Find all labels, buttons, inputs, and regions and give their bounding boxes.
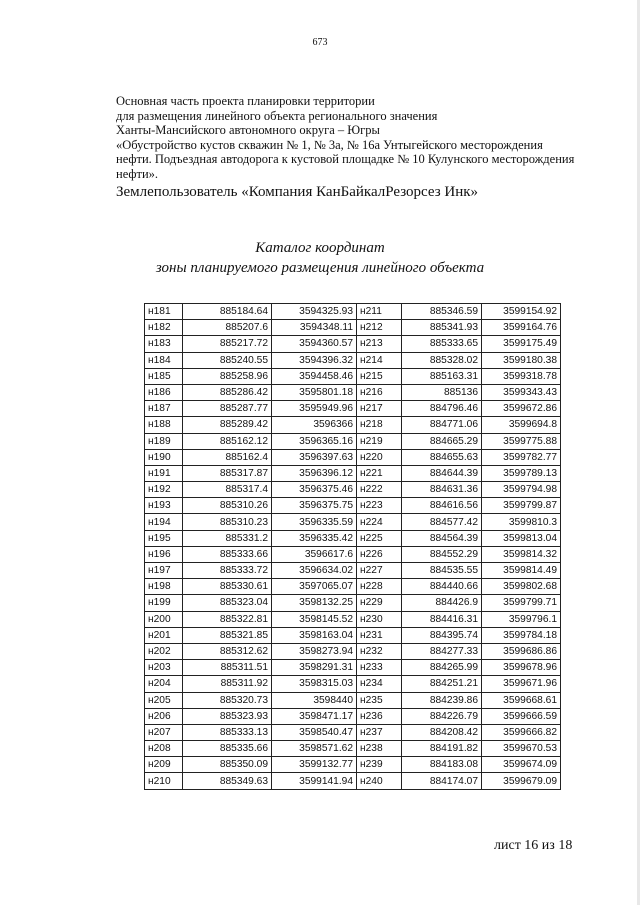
x-coordinate-cell: 884564.39 <box>402 530 482 546</box>
y-coordinate-cell: 3599666.59 <box>482 708 561 724</box>
point-id-cell: н196 <box>145 546 183 562</box>
y-coordinate-cell: 3598571.62 <box>272 741 357 757</box>
catalog-title <box>0 238 640 278</box>
y-coordinate-cell: 3599789.13 <box>482 465 561 481</box>
y-coordinate-cell: 3599154.92 <box>482 304 561 320</box>
header-line: для размещения линейного объекта регионального значения <box>116 108 438 123</box>
point-id-cell: н191 <box>145 465 183 481</box>
y-coordinate-cell: 3599813.04 <box>482 530 561 546</box>
point-id-cell: н224 <box>357 514 402 530</box>
y-coordinate-cell: 3599668.61 <box>482 692 561 708</box>
table-row <box>145 595 561 611</box>
x-coordinate-cell: 885335.66 <box>183 741 272 757</box>
y-coordinate-cell: 3596396.12 <box>272 465 357 481</box>
x-coordinate-cell: 884577.42 <box>402 514 482 530</box>
x-coordinate-cell: 885323.93 <box>183 708 272 724</box>
table-row <box>145 692 561 708</box>
y-coordinate-cell: 3596634.02 <box>272 563 357 579</box>
table-row <box>145 320 561 336</box>
x-coordinate-cell: 885311.51 <box>183 660 272 676</box>
y-coordinate-cell: 3596365.16 <box>272 433 357 449</box>
x-coordinate-cell: 885333.65 <box>402 336 482 352</box>
point-id-cell: н208 <box>145 741 183 757</box>
x-coordinate-cell: 884665.29 <box>402 433 482 449</box>
x-coordinate-cell: 884535.55 <box>402 563 482 579</box>
y-coordinate-cell: 3599674.09 <box>482 757 561 773</box>
table-row <box>145 611 561 627</box>
point-id-cell: н202 <box>145 643 183 659</box>
point-id-cell: н209 <box>145 757 183 773</box>
x-coordinate-cell: 884644.39 <box>402 465 482 481</box>
x-coordinate-cell: 884395.74 <box>402 627 482 643</box>
x-coordinate-cell: 885310.23 <box>183 514 272 530</box>
y-coordinate-cell: 3599343.43 <box>482 384 561 400</box>
y-coordinate-cell: 3599141.94 <box>272 773 357 789</box>
y-coordinate-cell: 3599132.77 <box>272 757 357 773</box>
point-id-cell: н232 <box>357 643 402 659</box>
y-coordinate-cell: 3599318.78 <box>482 368 561 384</box>
x-coordinate-cell: 885349.63 <box>183 773 272 789</box>
y-coordinate-cell: 3599175.49 <box>482 336 561 352</box>
point-id-cell: н181 <box>145 304 183 320</box>
x-coordinate-cell: 885333.13 <box>183 724 272 740</box>
x-coordinate-cell: 885258.96 <box>183 368 272 384</box>
point-id-cell: н217 <box>357 401 402 417</box>
y-coordinate-cell: 3598163.04 <box>272 627 357 643</box>
point-id-cell: н212 <box>357 320 402 336</box>
y-coordinate-cell: 3599796.1 <box>482 611 561 627</box>
table-row <box>145 757 561 773</box>
point-id-cell: н206 <box>145 708 183 724</box>
y-coordinate-cell: 3595949.96 <box>272 401 357 417</box>
y-coordinate-cell: 3596335.59 <box>272 514 357 530</box>
point-id-cell: н218 <box>357 417 402 433</box>
sheet-counter: лист 16 из 18 <box>494 838 573 853</box>
point-id-cell: н225 <box>357 530 402 546</box>
y-coordinate-cell: 3599671.96 <box>482 676 561 692</box>
y-coordinate-cell: 3599670.53 <box>482 741 561 757</box>
y-coordinate-cell: 3598132.25 <box>272 595 357 611</box>
header-line: Ханты-Мансийского автономного округа – Югры <box>116 123 380 137</box>
x-coordinate-cell: 884771.06 <box>402 417 482 433</box>
table-row <box>145 530 561 546</box>
table-row <box>145 352 561 368</box>
x-coordinate-cell: 885322.81 <box>183 611 272 627</box>
y-coordinate-cell: 3598440 <box>272 692 357 708</box>
table-row <box>145 643 561 659</box>
y-coordinate-cell: 3594325.93 <box>272 304 357 320</box>
table-row <box>145 449 561 465</box>
point-id-cell: н199 <box>145 595 183 611</box>
page-number: 673 <box>312 37 328 48</box>
point-id-cell: н189 <box>145 433 183 449</box>
point-id-cell: н216 <box>357 384 402 400</box>
point-id-cell: н239 <box>357 757 402 773</box>
point-id-cell: н237 <box>357 724 402 740</box>
point-id-cell: н236 <box>357 708 402 724</box>
y-coordinate-cell: 3596375.75 <box>272 498 357 514</box>
x-coordinate-cell: 884183.08 <box>402 757 482 773</box>
x-coordinate-cell: 885287.77 <box>183 401 272 417</box>
y-coordinate-cell: 3599694.8 <box>482 417 561 433</box>
point-id-cell: н235 <box>357 692 402 708</box>
header-line: нефти. Подъездная автодорога к кустовой площадке № 10 Кулунского месторождения <box>116 152 575 166</box>
table-row <box>145 708 561 724</box>
point-id-cell: н210 <box>145 773 183 789</box>
point-id-cell: н213 <box>357 336 402 352</box>
y-coordinate-cell: 3597065.07 <box>272 579 357 595</box>
x-coordinate-cell: 885310.26 <box>183 498 272 514</box>
x-coordinate-cell: 884552.29 <box>402 546 482 562</box>
point-id-cell: н200 <box>145 611 183 627</box>
point-id-cell: н215 <box>357 368 402 384</box>
y-coordinate-cell: 3599802.68 <box>482 579 561 595</box>
table-row <box>145 417 561 433</box>
point-id-cell: н211 <box>357 304 402 320</box>
x-coordinate-cell: 885184.64 <box>183 304 272 320</box>
point-id-cell: н228 <box>357 579 402 595</box>
point-id-cell: н198 <box>145 579 183 595</box>
point-id-cell: н227 <box>357 563 402 579</box>
table-row <box>145 627 561 643</box>
x-coordinate-cell: 885163.31 <box>402 368 482 384</box>
header-line: нефти». <box>116 166 159 181</box>
point-id-cell: н193 <box>145 498 183 514</box>
x-coordinate-cell: 884191.82 <box>402 741 482 757</box>
y-coordinate-cell: 3594348.11 <box>272 320 357 336</box>
y-coordinate-cell: 3599686.86 <box>482 643 561 659</box>
point-id-cell: н238 <box>357 741 402 757</box>
point-id-cell: н187 <box>145 401 183 417</box>
x-coordinate-cell: 885320.73 <box>183 692 272 708</box>
x-coordinate-cell: 885217.72 <box>183 336 272 352</box>
x-coordinate-cell: 885330.61 <box>183 579 272 595</box>
point-id-cell: н233 <box>357 660 402 676</box>
y-coordinate-cell: 3599164.76 <box>482 320 561 336</box>
table-row <box>145 514 561 530</box>
point-id-cell: н182 <box>145 320 183 336</box>
y-coordinate-cell: 3599672.86 <box>482 401 561 417</box>
catalog-title-line1: Каталог координат <box>255 240 385 256</box>
y-coordinate-cell: 3596397.63 <box>272 449 357 465</box>
x-coordinate-cell: 885328.02 <box>402 352 482 368</box>
point-id-cell: н214 <box>357 352 402 368</box>
point-id-cell: н205 <box>145 692 183 708</box>
x-coordinate-cell: 885333.66 <box>183 546 272 562</box>
catalog-title-line2: зоны планируемого размещения линейного объекта <box>155 260 485 276</box>
point-id-cell: н231 <box>357 627 402 643</box>
x-coordinate-cell: 885317.4 <box>183 482 272 498</box>
x-coordinate-cell: 884631.36 <box>402 482 482 498</box>
y-coordinate-cell: 3599810.3 <box>482 514 561 530</box>
point-id-cell: н229 <box>357 595 402 611</box>
x-coordinate-cell: 885331.2 <box>183 530 272 546</box>
y-coordinate-cell: 3599666.82 <box>482 724 561 740</box>
point-id-cell: н204 <box>145 676 183 692</box>
point-id-cell: н221 <box>357 465 402 481</box>
point-id-cell: н219 <box>357 433 402 449</box>
y-coordinate-cell: 3599679.09 <box>482 773 561 789</box>
header-line: «Обустройство кустов скважин № 1, № 3а, № 16а Унтыгейского месторождения <box>116 137 543 152</box>
x-coordinate-cell: 885312.62 <box>183 643 272 659</box>
point-id-cell: н184 <box>145 352 183 368</box>
point-id-cell: н234 <box>357 676 402 692</box>
table-row <box>145 724 561 740</box>
table-row <box>145 401 561 417</box>
table-row <box>145 482 561 498</box>
table-row <box>145 563 561 579</box>
x-coordinate-cell: 884265.99 <box>402 660 482 676</box>
x-coordinate-cell: 885286.42 <box>183 384 272 400</box>
table-row <box>145 741 561 757</box>
y-coordinate-cell: 3594360.57 <box>272 336 357 352</box>
point-id-cell: н240 <box>357 773 402 789</box>
point-id-cell: н186 <box>145 384 183 400</box>
x-coordinate-cell: 885162.12 <box>183 433 272 449</box>
y-coordinate-cell: 3598145.52 <box>272 611 357 627</box>
point-id-cell: н207 <box>145 724 183 740</box>
x-coordinate-cell: 885333.72 <box>183 563 272 579</box>
x-coordinate-cell: 884239.86 <box>402 692 482 708</box>
x-coordinate-cell: 884440.66 <box>402 579 482 595</box>
x-coordinate-cell: 885289.42 <box>183 417 272 433</box>
y-coordinate-cell: 3596617.6 <box>272 546 357 562</box>
y-coordinate-cell: 3598273.94 <box>272 643 357 659</box>
x-coordinate-cell: 884655.63 <box>402 449 482 465</box>
y-coordinate-cell: 3599180.38 <box>482 352 561 368</box>
point-id-cell: н226 <box>357 546 402 562</box>
point-id-cell: н188 <box>145 417 183 433</box>
table-row <box>145 304 561 320</box>
coordinates-table <box>144 303 561 790</box>
y-coordinate-cell: 3599782.77 <box>482 449 561 465</box>
header-line: Основная часть проекта планировки территории <box>116 94 375 108</box>
x-coordinate-cell: 885240.55 <box>183 352 272 368</box>
y-coordinate-cell: 3599775.88 <box>482 433 561 449</box>
y-coordinate-cell: 3599784.18 <box>482 627 561 643</box>
y-coordinate-cell: 3595801.18 <box>272 384 357 400</box>
point-id-cell: н203 <box>145 660 183 676</box>
y-coordinate-cell: 3596375.46 <box>272 482 357 498</box>
x-coordinate-cell: 885321.85 <box>183 627 272 643</box>
x-coordinate-cell: 884426.9 <box>402 595 482 611</box>
table-row <box>145 368 561 384</box>
table-row <box>145 384 561 400</box>
table-row <box>145 773 561 789</box>
y-coordinate-cell: 3599799.71 <box>482 595 561 611</box>
x-coordinate-cell: 885207.6 <box>183 320 272 336</box>
x-coordinate-cell: 884616.56 <box>402 498 482 514</box>
point-id-cell: н190 <box>145 449 183 465</box>
x-coordinate-cell: 884416.31 <box>402 611 482 627</box>
coordinates-table-body <box>145 304 561 790</box>
y-coordinate-cell: 3599794.98 <box>482 482 561 498</box>
y-coordinate-cell: 3599814.32 <box>482 546 561 562</box>
x-coordinate-cell: 885341.93 <box>402 320 482 336</box>
y-coordinate-cell: 3594396.32 <box>272 352 357 368</box>
point-id-cell: н194 <box>145 514 183 530</box>
document-header <box>116 94 616 181</box>
y-coordinate-cell: 3594458.46 <box>272 368 357 384</box>
point-id-cell: н222 <box>357 482 402 498</box>
point-id-cell: н223 <box>357 498 402 514</box>
table-row <box>145 498 561 514</box>
y-coordinate-cell: 3598315.03 <box>272 676 357 692</box>
table-row <box>145 546 561 562</box>
x-coordinate-cell: 885317.87 <box>183 465 272 481</box>
point-id-cell: н183 <box>145 336 183 352</box>
table-row <box>145 579 561 595</box>
point-id-cell: н220 <box>357 449 402 465</box>
x-coordinate-cell: 884277.33 <box>402 643 482 659</box>
x-coordinate-cell: 885350.09 <box>183 757 272 773</box>
land-user: Землепользователь «Компания КанБайкалРезорсез Инк» <box>116 184 479 200</box>
y-coordinate-cell: 3596335.42 <box>272 530 357 546</box>
point-id-cell: н185 <box>145 368 183 384</box>
table-row <box>145 465 561 481</box>
table-row <box>145 676 561 692</box>
x-coordinate-cell: 885323.04 <box>183 595 272 611</box>
x-coordinate-cell: 884174.07 <box>402 773 482 789</box>
point-id-cell: н230 <box>357 611 402 627</box>
x-coordinate-cell: 885136 <box>402 384 482 400</box>
y-coordinate-cell: 3599814.49 <box>482 563 561 579</box>
table-row <box>145 336 561 352</box>
point-id-cell: н197 <box>145 563 183 579</box>
point-id-cell: н192 <box>145 482 183 498</box>
x-coordinate-cell: 884208.42 <box>402 724 482 740</box>
x-coordinate-cell: 885346.59 <box>402 304 482 320</box>
y-coordinate-cell: 3598471.17 <box>272 708 357 724</box>
table-row <box>145 660 561 676</box>
x-coordinate-cell: 884251.21 <box>402 676 482 692</box>
x-coordinate-cell: 885162.4 <box>183 449 272 465</box>
x-coordinate-cell: 884226.79 <box>402 708 482 724</box>
point-id-cell: н195 <box>145 530 183 546</box>
y-coordinate-cell: 3599799.87 <box>482 498 561 514</box>
y-coordinate-cell: 3599678.96 <box>482 660 561 676</box>
x-coordinate-cell: 884796.46 <box>402 401 482 417</box>
y-coordinate-cell: 3598291.31 <box>272 660 357 676</box>
point-id-cell: н201 <box>145 627 183 643</box>
x-coordinate-cell: 885311.92 <box>183 676 272 692</box>
y-coordinate-cell: 3596366 <box>272 417 357 433</box>
table-row <box>145 433 561 449</box>
y-coordinate-cell: 3598540.47 <box>272 724 357 740</box>
